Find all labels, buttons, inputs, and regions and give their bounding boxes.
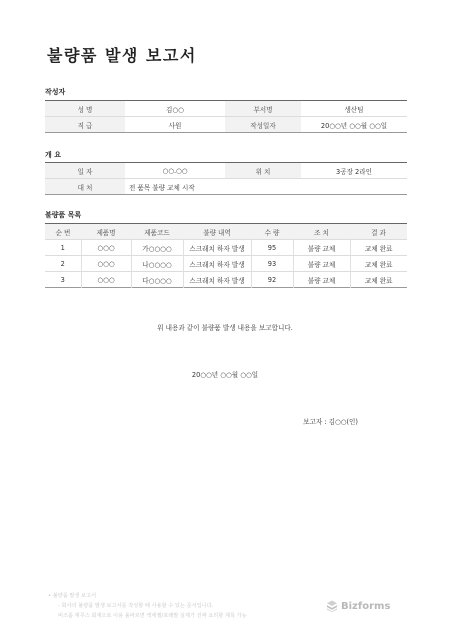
bizforms-logo [326,600,390,612]
written-date-label: 작성일자 [225,117,301,133]
action: 불량 교체 [293,256,350,272]
department-label: 부서명 [225,101,301,117]
column-header: 조 치 [293,224,350,240]
action-value: 전 품목 불량 교체 시작 [129,183,195,192]
defect-table [45,223,407,288]
result: 교체 완료 [350,256,407,272]
product-name: ○○○ [81,272,131,288]
location-label: 위 치 [225,163,301,179]
action: 불량 교체 [293,272,350,288]
table-header-row [45,224,407,240]
quantity: 95 [251,240,293,256]
column-header: 결 과 [350,224,407,240]
column-header: 불량 내역 [183,224,251,240]
row-number: 3 [60,275,65,284]
footer-note [48,591,247,621]
overview-section-heading: 개 요 [45,151,61,159]
rank-label: 직 급 [45,117,125,133]
table-row [45,163,407,179]
report-statement: 위 내용과 같이 불량품 발생 내용을 보고합니다. [157,324,293,332]
product-code: 가○○○○ [131,240,183,256]
logo-mark-icon [326,600,338,612]
table-row [45,256,407,272]
table-row [45,240,407,256]
defect-detail: 스크래치 하자 발생 [183,240,251,256]
page-title: 불량품 발생 보고서 [47,46,197,65]
reporter-signature: 보고자 : 김○○(인) [303,418,358,426]
report-date: 20○○년 ○○월 ○○일 [191,371,259,379]
date-label: 일 자 [45,163,125,179]
author-section-heading: 작성자 [45,88,66,96]
defect-detail: 스크래치 하자 발생 [183,256,251,272]
footer-line: - 회사의 불량품 발생 보고서를 작성할 때 사용할 수 있는 문서입니다. [58,603,214,609]
name-value: 김○○ [166,105,184,114]
table-row [45,179,407,195]
date-value: ○○.○○ [162,166,188,175]
result: 교체 완료 [350,240,407,256]
column-header: 제품코드 [131,224,183,240]
defect-section-heading: 불량품 목록 [45,211,82,219]
action-label: 대 처 [45,179,125,195]
quantity: 93 [251,256,293,272]
action: 불량 교체 [293,240,350,256]
table-row [45,117,407,133]
overview-table [45,162,407,195]
column-header: 수 량 [251,224,293,240]
name-label: 성 명 [45,101,125,117]
written-date-value: 20○○년 ○○월 ○○일 [320,121,388,130]
product-code: 다○○○○ [131,272,183,288]
rank-value: 사원 [168,121,182,130]
table-row [45,272,407,288]
footer-line: • 불량품 발생 보고서 [48,593,97,599]
row-number: 1 [60,243,65,252]
footer-line: 비즈폼 재무스 회계으로 이용 올바르면 액세쩔/포레발 실제가 진짜 요리할 제목 가능 [58,613,247,619]
logo-text: Bizforms [341,600,391,612]
result: 교체 완료 [350,272,407,288]
department-value: 생산팀 [344,105,364,114]
defect-detail: 스크래치 하자 발생 [183,272,251,288]
quantity: 92 [251,272,293,288]
product-code: 나○○○○ [131,256,183,272]
table-row [45,101,407,117]
product-name: ○○○ [81,256,131,272]
column-header: 순 번 [45,224,81,240]
row-number: 2 [60,259,65,268]
product-name: ○○○ [81,240,131,256]
location-value: 3공장 2라인 [336,167,372,176]
author-table [45,100,407,133]
column-header: 제품명 [81,224,131,240]
